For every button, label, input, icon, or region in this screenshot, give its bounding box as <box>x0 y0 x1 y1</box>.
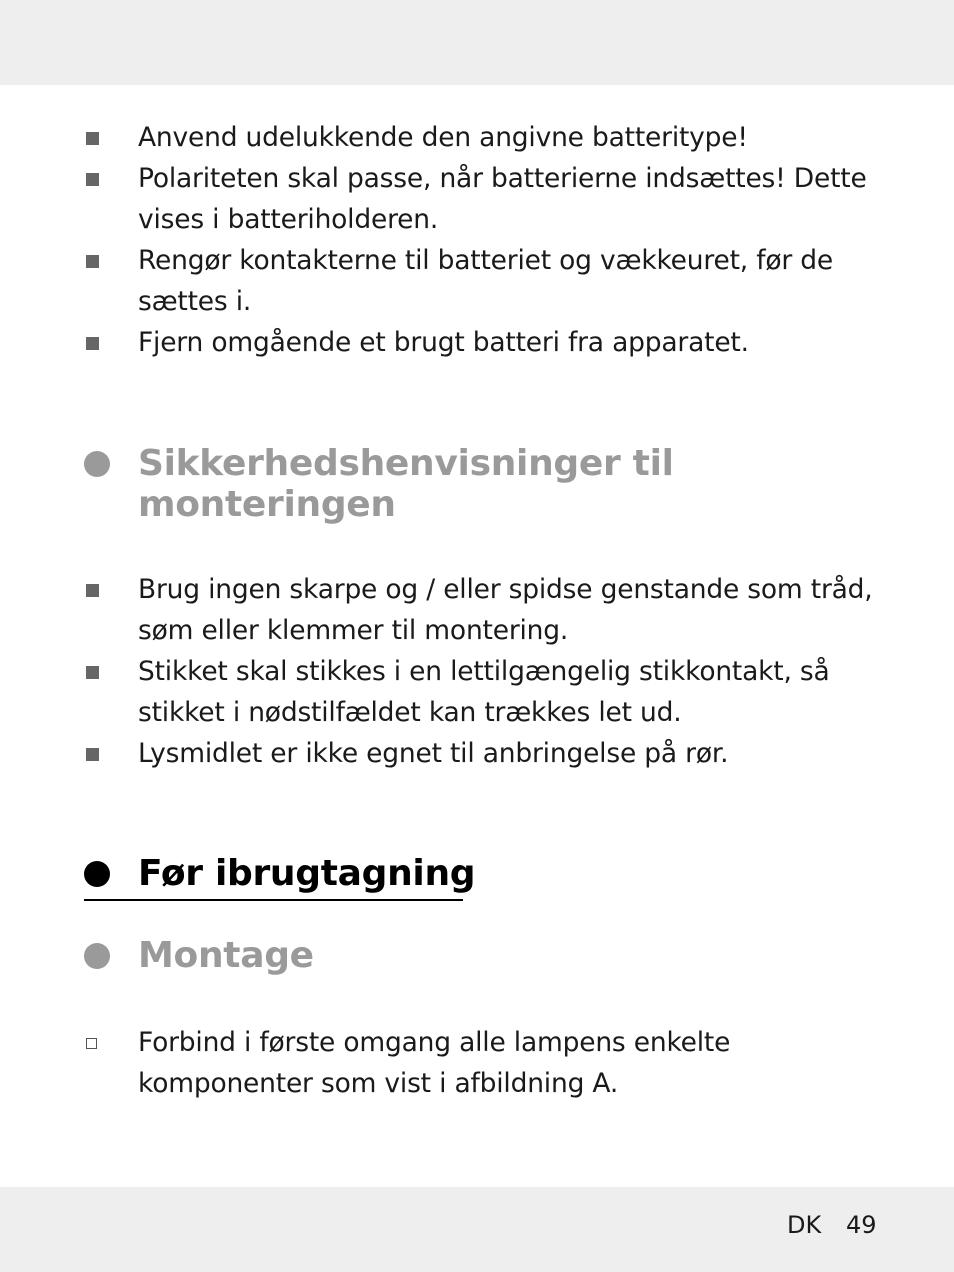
section-heading-mounting-safety <box>138 443 674 525</box>
bullet-square-icon <box>86 337 99 350</box>
list-item: Lysmidlet er ikke egnet til anbringelse på rør. <box>138 738 729 769</box>
heading-line: monteringen <box>138 484 396 525</box>
list-item: Rengør kontakterne til batteriet og vækkeuret, før de sættes i. <box>138 245 834 317</box>
list-item: Fjern omgående et brugt batteri fra apparatet. <box>138 327 749 358</box>
heading-line: Sikkerhedshenvisninger til <box>138 443 674 484</box>
bullet-square-icon <box>86 748 99 761</box>
section-dot-icon <box>84 943 110 969</box>
step-item: Forbind i første omgang alle lampens enkelte komponenter som vist i afbildning A. <box>138 1027 731 1099</box>
bullet-square-icon <box>86 666 99 679</box>
list-item: Anvend udelukkende den angivne batteritype! <box>138 122 748 153</box>
bullet-square-icon <box>86 255 99 268</box>
list-item: Brug ingen skarpe og / eller spidse genstande som tråd, søm eller klemmer til montering. <box>138 574 873 646</box>
footer-language: DK <box>787 1211 822 1239</box>
bullet-square-icon <box>86 173 99 186</box>
section-heading-assembly: Montage <box>138 935 314 976</box>
list-item: Stikket skal stikkes i en lettilgængelig stikkontakt, så stikket i nødstilfældet kan trækkes let ud. <box>138 656 830 728</box>
list-item: Polariteten skal passe, når batterierne indsættes! Dette vises i batteriholderen. <box>138 163 867 235</box>
section-dot-icon <box>84 451 110 477</box>
header-band <box>0 0 954 85</box>
heading-underline <box>84 899 463 901</box>
section-dot-icon <box>84 861 110 887</box>
bullet-square-icon <box>86 584 99 597</box>
checkbox-bullet-icon <box>86 1038 97 1049</box>
section-heading-before-use: Før ibrugtagning <box>138 853 476 894</box>
bullet-square-icon <box>86 132 99 145</box>
page-number: 49 <box>846 1211 877 1239</box>
